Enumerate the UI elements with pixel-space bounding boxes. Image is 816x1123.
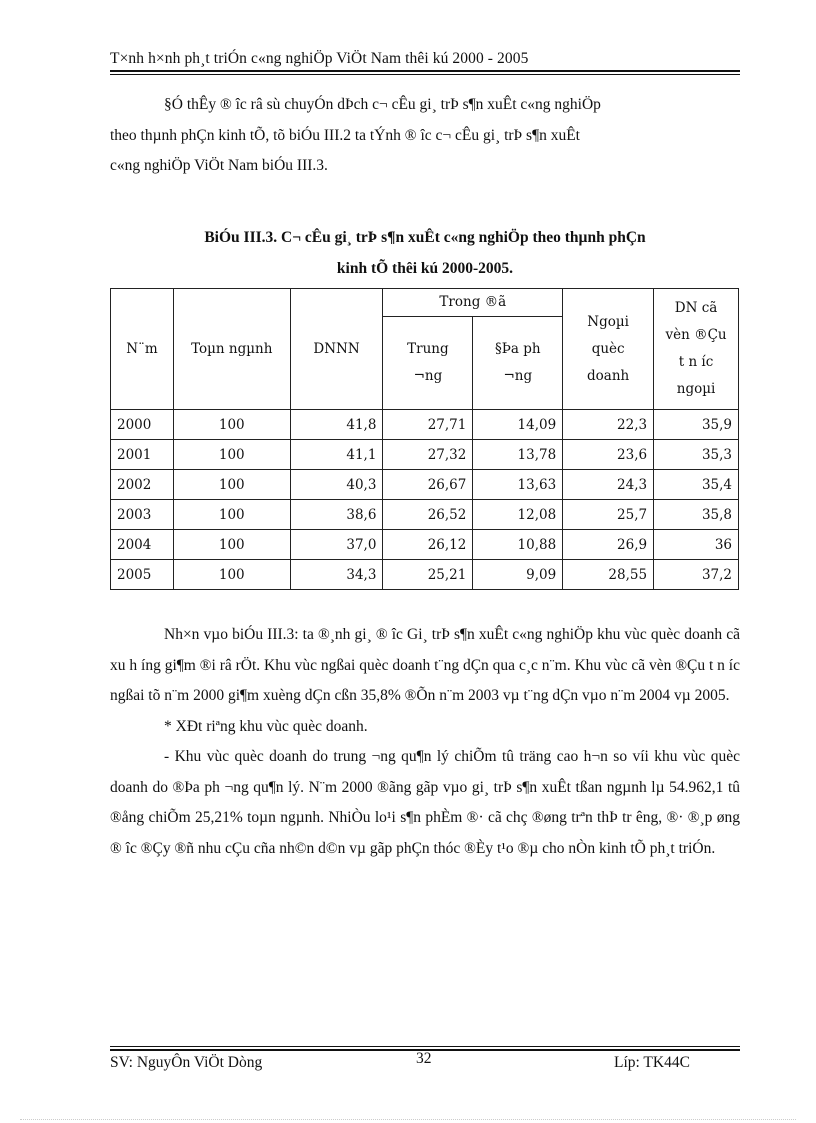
intro-line-3: c«ng nghiÖp ViÖt Nam biÓu III.3. (110, 157, 328, 174)
header-central: Trung ¬ng (383, 317, 473, 410)
cell-fdi: 35,3 (654, 440, 739, 470)
page-header-title: T×nh h×nh ph¸t triÓn c«ng nghiÖp ViÖt Nam thêi kú 2000 - 2005 (110, 50, 529, 67)
cell-central: 27,32 (383, 440, 473, 470)
table-row (111, 500, 739, 530)
cell-year: 2001 (111, 440, 174, 470)
footer-rule-thin (110, 1046, 740, 1047)
cell-non-state: 28,55 (563, 560, 654, 590)
cell-central: 27,71 (383, 410, 473, 440)
footer-class: Líp: TK44C (614, 1054, 690, 1071)
cell-local: 14,09 (473, 410, 563, 440)
intro-line-1: §Ó thÊy ® îc râ sù chuyÓn dÞch c¬ cÊu gi¸ trÞ s¶n xuÊt c«ng nghiÖp (164, 96, 601, 113)
cell-central: 26,52 (383, 500, 473, 530)
header-dnnn: DNNN (290, 289, 383, 410)
cell-dnnn: 41,1 (290, 440, 383, 470)
analysis-section (110, 620, 740, 864)
caption-line-1: BiÓu III.3. C¬ cÊu gi¸ trÞ s¶n xuÊt c«ng nghiÖp theo thµnh phÇn (204, 229, 646, 246)
cell-fdi: 35,4 (654, 470, 739, 500)
cell-total: 100 (173, 500, 290, 530)
intro-paragraph (110, 90, 740, 182)
cell-non-state: 25,7 (563, 500, 654, 530)
header-local: §Þa ph ¬ng (473, 317, 563, 410)
caption-line-2: kinh tÕ thêi kú 2000-2005. (336, 260, 514, 277)
header-fdi: DN cã vèn ®Çu t n íc ngoµi (654, 289, 739, 410)
footer-student: SV: NguyÔn ViÖt Dòng (110, 1054, 263, 1071)
table-row (111, 440, 739, 470)
analysis-paragraph-3: - Khu vùc quèc doanh do trung ¬ng qu¶n lý chiÕm tû träng cao h¬n so víi khu vùc quèc doanh do ®Þa ph ¬ng qu¶n lý. N¨m 2000 ®ãng gãp vµo gi¸ trÞ s¶n xuÊt tßan ngµnh lµ 54.962,1 tû ®ång chiÕm 25,21% toµn ngµnh. NhiÒu lo¹i s¶n phÈm ®· cã chç ®øng trªn thÞ tr êng, ®· ®¸p øng ® îc ®Çy ®ñ nhu cÇu cña nh©n d©n vµ gãp phÇn thóc ®Èy t¹o ®µ cho nÒn kinh tÕ ph¸t triÓn. (110, 748, 740, 857)
cell-local: 13,63 (473, 470, 563, 500)
cell-non-state: 22,3 (563, 410, 654, 440)
page-bottom-dotted-line (20, 1119, 796, 1120)
intro-line-2: theo thµnh phÇn kinh tÕ, tõ biÓu III.2 ta tÝnh ® îc c¬ cÊu gi¸ trÞ s¶n xuÊt (110, 126, 580, 144)
cell-local: 10,88 (473, 530, 563, 560)
cell-non-state: 26,9 (563, 530, 654, 560)
cell-local: 12,08 (473, 500, 563, 530)
table-row (111, 560, 739, 590)
cell-year: 2005 (111, 560, 174, 590)
header-non-state: Ngoµi quèc doanh (563, 289, 654, 410)
table-row (111, 410, 739, 440)
cell-total: 100 (173, 410, 290, 440)
cell-total: 100 (173, 440, 290, 470)
cell-dnnn: 37,0 (290, 530, 383, 560)
cell-central: 25,21 (383, 560, 473, 590)
header-year: N¨m (111, 289, 174, 410)
cell-central: 26,67 (383, 470, 473, 500)
table-row (111, 470, 739, 500)
cell-year: 2003 (111, 500, 174, 530)
analysis-paragraph-1: Nh×n vµo biÓu III.3: ta ®¸nh gi¸ ® îc Gi¸ trÞ s¶n xuÊt c«ng nghiÖp khu vùc quèc doanh cã xu h íng gi¶m ®i râ rÖt. Khu vùc ngßai quèc doanh t¨ng dÇn qua c¸c n¨m. Khu vùc cã vèn ®Çu t n íc ngßai tõ n¨m 2000 gi¶m xuèng dÇn cßn 35,8% ®Õn n¨m 2003 vµ t¨ng dÇn vµo n¨m 2004 vµ 2005. (110, 626, 740, 704)
cell-year: 2004 (111, 530, 174, 560)
cell-year: 2000 (111, 410, 174, 440)
cell-central: 26,12 (383, 530, 473, 560)
cell-fdi: 35,8 (654, 500, 739, 530)
header-rule-thin (110, 74, 740, 75)
cell-dnnn: 34,3 (290, 560, 383, 590)
page-number: 32 (416, 1050, 432, 1067)
cell-total: 100 (173, 530, 290, 560)
header-trong-do: Trong ®ã (383, 289, 563, 317)
cell-fdi: 36 (654, 530, 739, 560)
header-total: Toµn ngµnh (173, 289, 290, 410)
cell-year: 2002 (111, 470, 174, 500)
cell-fdi: 35,9 (654, 410, 739, 440)
cell-dnnn: 41,8 (290, 410, 383, 440)
cell-total: 100 (173, 470, 290, 500)
cell-local: 9,09 (473, 560, 563, 590)
table-row (111, 530, 739, 560)
cell-fdi: 37,2 (654, 560, 739, 590)
cell-non-state: 24,3 (563, 470, 654, 500)
data-table (110, 288, 739, 590)
cell-dnnn: 40,3 (290, 470, 383, 500)
cell-total: 100 (173, 560, 290, 590)
cell-dnnn: 38,6 (290, 500, 383, 530)
header-rule-thick (110, 70, 740, 72)
table-caption (110, 222, 740, 284)
cell-non-state: 23,6 (563, 440, 654, 470)
cell-local: 13,78 (473, 440, 563, 470)
analysis-paragraph-2: * XÐt riªng khu vùc quèc doanh. (164, 717, 368, 735)
